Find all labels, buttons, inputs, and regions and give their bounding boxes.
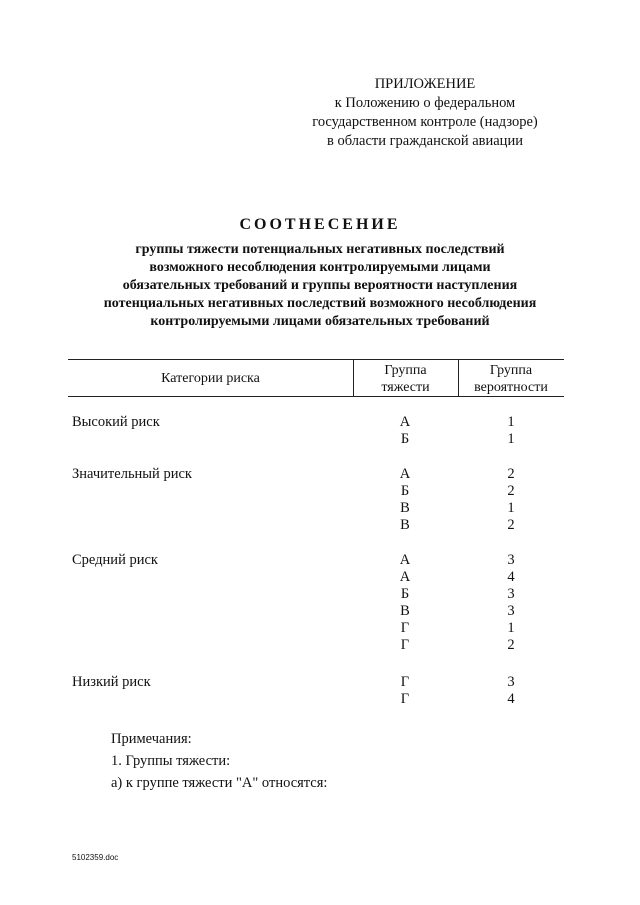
document-title: СООТНЕСЕНИЕ bbox=[239, 216, 401, 233]
severity-cell: А bbox=[399, 552, 411, 568]
probability-cell: 1 bbox=[507, 500, 515, 516]
severity-cell: Г bbox=[400, 620, 410, 636]
subtitle-line: возможного несоблюдения контролируемыми лицами bbox=[149, 260, 491, 275]
document-subtitle bbox=[40, 241, 600, 331]
probability-cell: 4 bbox=[507, 569, 515, 585]
probability-cell: 4 bbox=[507, 691, 515, 707]
risk-category-label: Высокий риск bbox=[72, 414, 160, 430]
probability-cell: 2 bbox=[507, 637, 515, 653]
column-header-category: Категории риска bbox=[161, 371, 260, 386]
probability-cell: 3 bbox=[507, 552, 515, 568]
severity-cell: В bbox=[400, 517, 410, 533]
severity-cell: Г bbox=[400, 674, 410, 690]
appendix-line: государственном контроле (надзоре) bbox=[312, 114, 538, 130]
probability-cell: 3 bbox=[507, 586, 515, 602]
severity-cell: Б bbox=[400, 483, 410, 499]
probability-cell: 2 bbox=[507, 517, 515, 533]
risk-category-label: Средний риск bbox=[72, 552, 158, 568]
subtitle-line: потенциальных негативных последствий возможного несоблюдения bbox=[103, 296, 537, 311]
appendix-heading: ПРИЛОЖЕНИЕ bbox=[374, 76, 476, 92]
severity-cell: Г bbox=[400, 691, 410, 707]
subtitle-line: группы тяжести потенциальных негативных последствий bbox=[135, 242, 505, 257]
severity-cell: Б bbox=[400, 431, 410, 447]
severity-cell: А bbox=[399, 569, 411, 585]
table-top-rule bbox=[68, 359, 564, 360]
probability-cell: 2 bbox=[507, 483, 515, 499]
notes-block bbox=[111, 728, 327, 794]
appendix-block bbox=[300, 75, 550, 151]
table-header-bottom-rule bbox=[68, 396, 564, 397]
probability-cell: 3 bbox=[507, 603, 515, 619]
appendix-line: в области гражданской авиации bbox=[327, 133, 523, 149]
probability-cell: 1 bbox=[507, 414, 515, 430]
severity-cell: В bbox=[400, 500, 410, 516]
notes-line: 1. Группы тяжести: bbox=[111, 753, 231, 769]
column-header-severity: Группа тяжести bbox=[381, 363, 430, 395]
column-header-probability: Группа вероятности bbox=[474, 363, 548, 395]
notes-heading: Примечания: bbox=[111, 731, 192, 747]
severity-cell: Г bbox=[400, 637, 410, 653]
severity-cell: А bbox=[399, 414, 411, 430]
risk-category-label: Низкий риск bbox=[72, 674, 151, 690]
severity-cell: А bbox=[399, 466, 411, 482]
probability-cell: 2 bbox=[507, 466, 515, 482]
subtitle-line: обязательных требований и группы вероятности наступления bbox=[122, 278, 518, 293]
appendix-line: к Положению о федеральном bbox=[334, 95, 516, 111]
probability-cell: 3 bbox=[507, 674, 515, 690]
probability-cell: 1 bbox=[507, 620, 515, 636]
severity-cell: Б bbox=[400, 586, 410, 602]
subtitle-line: контролируемыми лицами обязательных требований bbox=[150, 314, 490, 329]
notes-line: а) к группе тяжести "А" относятся: bbox=[111, 775, 328, 791]
document-file-id: 5102359.doc bbox=[72, 853, 119, 862]
severity-cell: В bbox=[400, 603, 410, 619]
probability-cell: 1 bbox=[507, 431, 515, 447]
risk-category-label: Значительный риск bbox=[72, 466, 192, 482]
